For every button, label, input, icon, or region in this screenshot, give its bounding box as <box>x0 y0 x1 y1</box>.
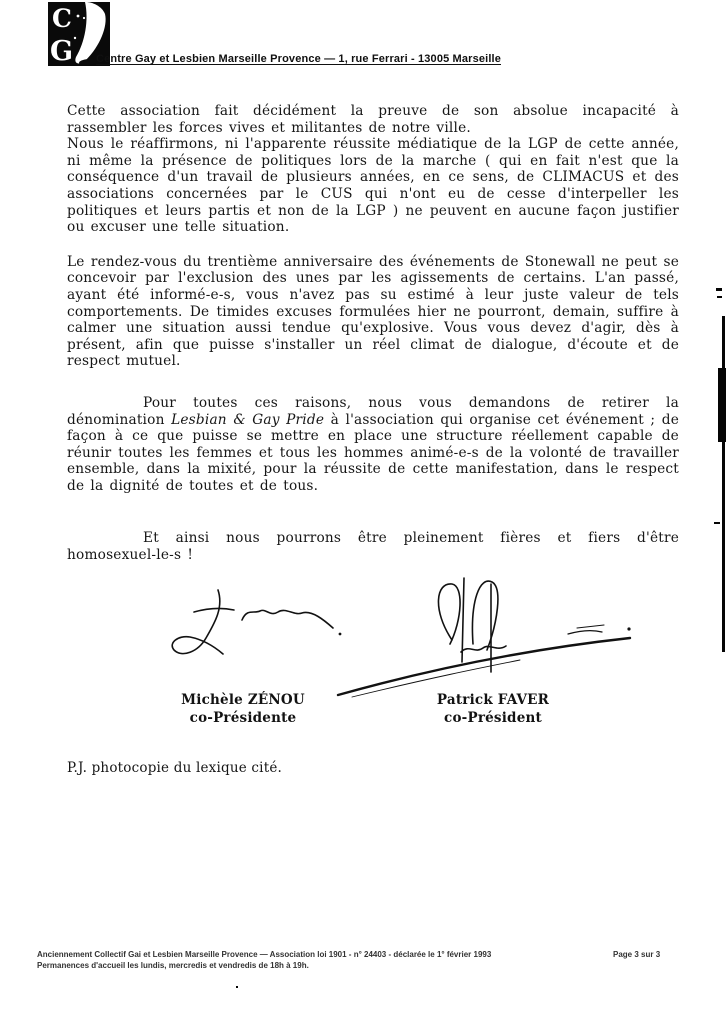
handwritten-signatures <box>150 572 660 702</box>
scan-artifact-edge-line <box>722 316 725 652</box>
signatory-left <box>153 692 333 727</box>
page-indicator: Page 3 sur 3 <box>613 950 661 959</box>
signatory-right-role: co-Président <box>444 709 542 726</box>
attachment-note: P.J. photocopie du lexique cité. <box>67 760 282 776</box>
event-name-italic: Lesbian & Gay Pride <box>171 411 325 428</box>
paragraph-5: Et ainsi nous pourrons être pleinement fières et fiers d'être homosexuel-le-s ! <box>67 530 679 564</box>
scan-artifact-edge-blob <box>718 368 726 442</box>
signatory-left-role: co-Présidente <box>189 709 297 726</box>
signature-right <box>338 578 631 697</box>
footer-hours-line: Permanences d'accueil les lundis, mercredis et vendredis de 18h à 19h. <box>37 961 309 970</box>
logo-letter-g: G <box>50 36 74 66</box>
paragraph-4-end: à l'association qui organise cet événement ; de façon à ce que puisse se mettre en place une structure réellement capable de réunir toutes les femmes et tous les hommes animé-e-s de la volonté de travailler ensemble, dans la mixité, pour la réussite de cette manifestation, dans le respect de la dignité de toutes et de tous. <box>67 411 679 494</box>
paragraph-4-start: Pour toutes ces raisons, nous vous demandons de retirer la dénomination <box>67 394 679 428</box>
paragraph-1: Cette association fait décidément la preuve de son absolue incapacité à rassembler les forces vives et militantes de notre ville. <box>67 103 679 136</box>
paragraph-2: Nous le réaffirmons, ni l'apparente réussite médiatique de la LGP de cette année, ni même la présence de politiques lors de la marche ( qui en fait n'est que la conséquence d'un travail de plusieurs années, en ce sens, de CLIMACUS et des associations concernées par le CUS qui n'ont eu de cesse d'interpeller les politiques et leurs partis et non de la LGP ) ne peuvent en aucune façon justifier ou excuser une telle situation. <box>67 136 679 236</box>
signatory-left-name: Michèle ZÉNOU <box>181 692 305 708</box>
paragraph-3: Le rendez-vous du trentième anniversaire des événements de Stonewall ne peut se concevoir par l'exclusion des unes par les agissements de certains. L'an passé, ayant été informé-e-s, vous n'avez pas su estimé à leur juste valeur de tels comportements. De timides excuses formulées hier ne pourront, demain, suffire à calmer une situation aussi tendue qu'explosive. Vous vous devez d'agir, dès à présent, afin que puisse s'installer un réel climat de dialogue, d'écoute et de respect mutuel. <box>67 253 679 370</box>
signatory-right-name: Patrick FAVER <box>436 692 550 708</box>
signatory-right <box>403 692 583 727</box>
paragraph-4 <box>67 395 679 495</box>
scan-artifact-tick-3 <box>714 522 720 524</box>
letterhead-org-line: Centre Gay et Lesbien Marseille Provence — 1, rue Ferrari - 13005 Marseille <box>96 53 501 65</box>
signature-left <box>172 590 341 654</box>
logo-letter-c: C <box>52 4 72 33</box>
scan-artifact-tick-1 <box>716 288 722 291</box>
scan-artifact-tick-2 <box>717 296 722 298</box>
footer-association-line: Anciennement Collectif Gai et Lesbien Marseille Provence — Association loi 1901 - n° 24403 - déclarée le 1° février 1993 <box>37 950 492 959</box>
scan-artifact-dot <box>236 986 238 988</box>
letter-body <box>67 103 679 564</box>
